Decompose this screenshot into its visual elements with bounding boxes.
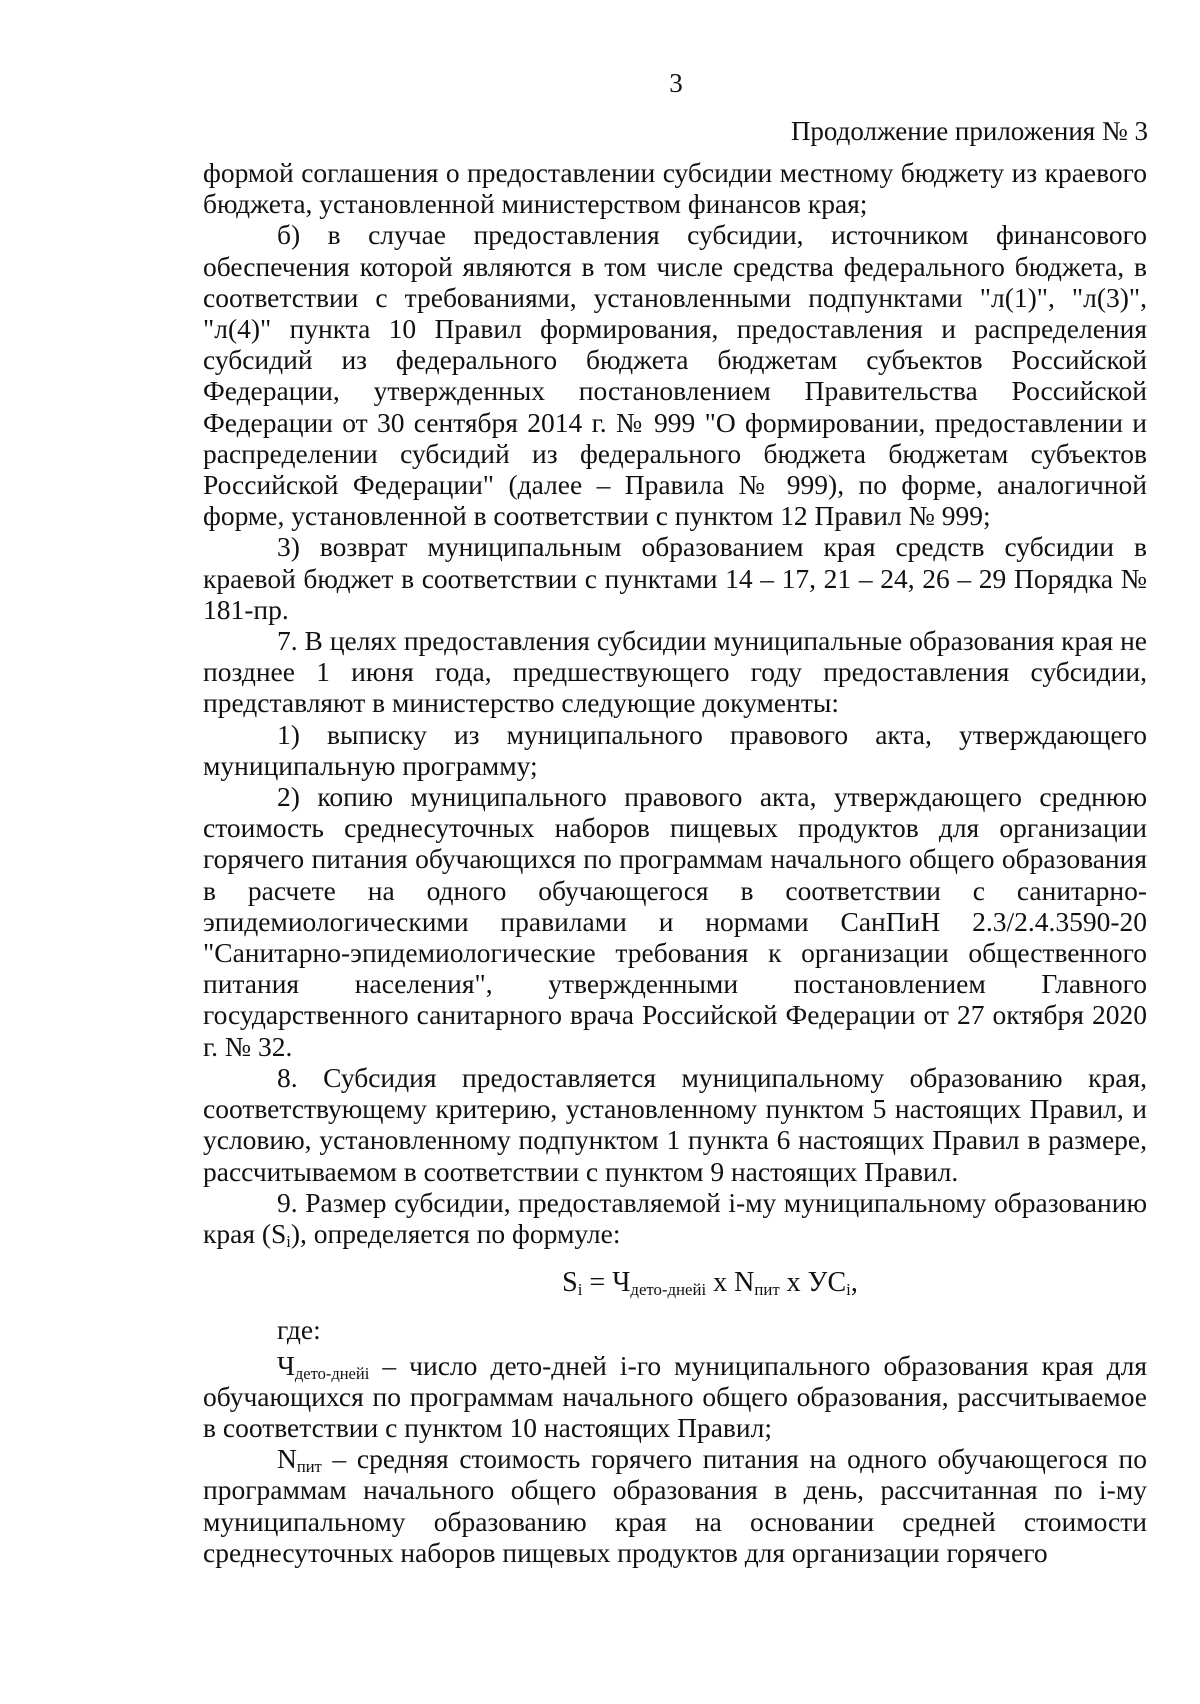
definition-n-text: – средняя стоимость горячего питания на одного обучающегося по программам начального общего образования в день, рассчитанная по i-му муниципальному образованию края на основании средней стоимости среднесуточных наборов пищевых продуктов для организации горячего <box>203 1443 1147 1568</box>
paragraph-7-item-1: 1) выписку из муниципального правового акта, утверждающего муниципальную программу; <box>203 718 1147 781</box>
formula-n-sub: пит <box>754 1280 780 1300</box>
formula-us-sub: i <box>846 1280 851 1300</box>
formula-x2: x УС <box>779 1267 847 1299</box>
paragraph-item-3: 3) возврат муниципальным образованием края средств субсидии в краевой бюджет в соответствии с пунктами 14 – 17, 21 – 24, 26 – 29 Порядка № 181-пр. <box>203 531 1147 625</box>
paragraph-7-item-2: 2) копию муниципального правового акта, утверждающего среднюю стоимость среднесуточных наборов пищевых продуктов для организации горячего питания обучающихся по программам начального общего образования в расчете на одного обучающегося в соответствии с санитарно-эпидемиологическими правилами и нормами СанПиН 2.3/2.4.3590-20 "Санитарно-эпидемиологические требования к организации общественного питания населения", утвержденными постановлением Главного государственного санитарного врача Российской Федерации от 27 октября 2020 г. № 32. <box>203 781 1147 1062</box>
paragraph-item-b: б) в случае предоставления субсидии, источником финансового обеспечения которой являются в том числе средства федерального бюджета, в соответствии с требованиями, установленными подпунктами "л(1)", "л(3)", "л(4)" пункта 10 Правил формирования, предоставления и распределения субсидий из федерального бюджета бюджетам субъектов Российской Федерации, утвержденных постановлением Правительства Российской Федерации от 30 сентября 2014 г. № 999 "О формировании, предоставлении и распределении субсидий из федерального бюджета бюджетам субъектов Российской Федерации" (далее – Правила № 999), по форме, аналогичной форме, установленной в соответствии с пунктом 12 Правил № 999; <box>203 219 1147 532</box>
subsidy-formula <box>203 1249 1147 1314</box>
formula-x1: x N <box>706 1267 755 1299</box>
paragraph-9-subscript: i <box>286 1231 291 1251</box>
paragraph-8: 8. Субсидия предоставляется муниципальному образованию края, соответствующему критерию, установленному пунктом 5 настоящих Правил, и условию, установленному подпунктом 1 пункта 6 настоящих Правил в размере, рассчитываемом в соответствии с пунктом 9 настоящих Правил. <box>203 1061 1147 1187</box>
definition-ch-symbol: Ч <box>277 1349 295 1381</box>
paragraph-9-tail: ), определяется по формуле: <box>290 1217 621 1249</box>
formula-end: , <box>850 1267 858 1299</box>
page-number: 3 <box>669 68 683 98</box>
where-label: где: <box>277 1314 321 1346</box>
appendix-note: Продолжение приложения № 3 <box>790 116 1148 146</box>
definition-ch <box>203 1350 1147 1444</box>
definition-ch-text: – число дето-дней i-го муниципального образования края для обучающихся по программам начального общего образования, рассчитываемое в соответствии с пунктом 10 настоящих Правил; <box>203 1349 1147 1443</box>
document-body <box>203 157 1147 1568</box>
paragraph-continuation: формой соглашения о предоставлении субсидии местному бюджету из краевого бюджета, установленной министерством финансов края; <box>203 157 1147 220</box>
formula-s: S <box>562 1267 578 1299</box>
formula-ch-sub: дето-днейi <box>630 1280 707 1300</box>
definition-n-symbol: N <box>277 1443 297 1475</box>
definition-n <box>203 1443 1147 1568</box>
formula-s-sub: i <box>577 1280 583 1300</box>
paragraph-9 <box>203 1187 1147 1249</box>
formula-eq: = Ч <box>582 1267 631 1299</box>
paragraph-9-lead: 9. Размер субсидии, предоставляемой i-му муниципальному образованию края (S <box>203 1186 1147 1249</box>
paragraph-7: 7. В целях предоставления субсидии муниципальные образования края не позднее 1 июня года, предшествующего году предоставления субсидии, представляют в министерство следующие документы: <box>203 625 1147 719</box>
definition-n-subscript: пит <box>296 1457 322 1477</box>
definition-ch-subscript: дето-днейi <box>294 1363 370 1383</box>
